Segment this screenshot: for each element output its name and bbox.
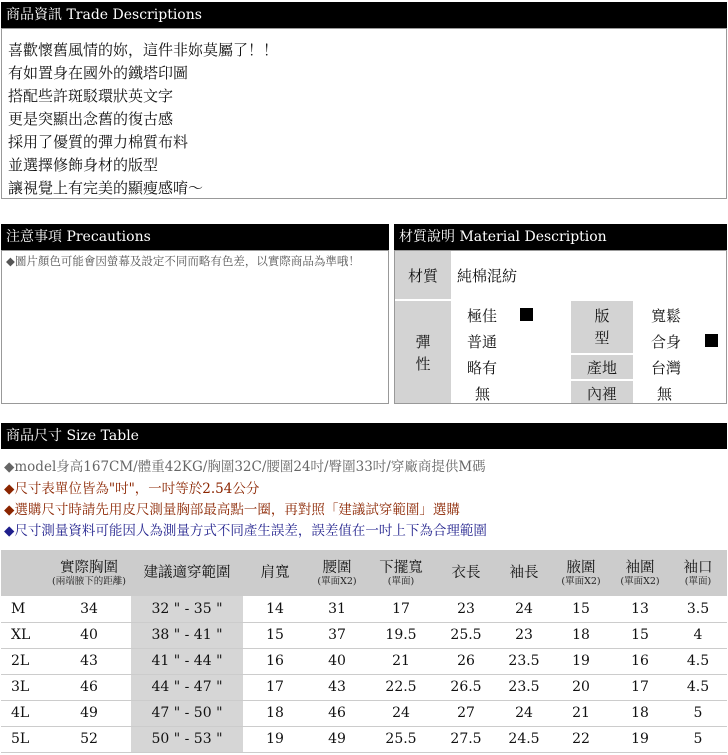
table-cell: 25.5	[367, 726, 435, 752]
material-description-box	[394, 250, 727, 404]
table-cell: 34	[47, 596, 131, 622]
table-cell: 17	[243, 674, 307, 700]
table-cell: 23.5	[497, 674, 551, 700]
table-cell: 22	[551, 726, 611, 752]
size-table	[1, 550, 727, 753]
precautions-title: 注意事項 Precautions	[6, 229, 151, 245]
fit-label: 版 型	[571, 301, 633, 353]
shoulder-header: 肩寬	[243, 550, 307, 596]
size-column-header	[1, 550, 47, 596]
table-row	[1, 674, 727, 700]
trade-line: 讓視覺上有完美的顯瘦感唷～	[8, 179, 204, 197]
table-cell: 19	[243, 726, 307, 752]
elasticity-selected-mark-icon	[520, 308, 533, 321]
table-cell: 4.5	[669, 674, 727, 700]
table-cell: 18	[243, 700, 307, 726]
table-cell: 21	[551, 700, 611, 726]
table-cell: 24.5	[497, 726, 551, 752]
trade-line: 搭配些許斑駁環狀英文字	[8, 87, 174, 105]
size-label-cell: 2L	[1, 648, 47, 674]
table-row	[1, 596, 727, 622]
table-cell: 15	[611, 622, 669, 648]
table-cell: 26.5	[435, 674, 497, 700]
table-cell: 21	[367, 648, 435, 674]
material-label: 材質	[395, 251, 451, 299]
table-cell: 14	[243, 596, 307, 622]
fit-option: 合身	[651, 333, 682, 351]
trade-line: 並選擇修飾身材的版型	[8, 156, 159, 174]
trade-line: 喜歡懷舊風情的妳，這件非妳莫屬了！！	[8, 41, 279, 59]
size-label-cell: M	[1, 596, 47, 622]
lining-label: 內裡	[571, 381, 633, 404]
size-label-cell: XL	[1, 622, 47, 648]
elasticity-option: 普通	[467, 333, 498, 351]
table-cell: 19	[551, 648, 611, 674]
size-note: ◆尺寸測量資料可能因人為測量方式不同產生誤差，誤差值在一吋上下為合理範圍	[4, 523, 487, 539]
length-header: 衣長	[435, 550, 497, 596]
elasticity-option: 略有	[467, 359, 498, 377]
table-cell: 26	[435, 648, 497, 674]
elasticity-option: 無	[475, 385, 491, 403]
elasticity-label: 彈 性	[395, 301, 451, 404]
table-cell: 43	[307, 674, 367, 700]
table-cell: 40	[47, 622, 131, 648]
table-cell: 5	[669, 700, 727, 726]
table-cell: 24	[497, 700, 551, 726]
trade-line: 採用了優質的彈力棉質布料	[8, 133, 189, 151]
table-cell: 27	[435, 700, 497, 726]
waist-header: 腰圍 (單面X2)	[307, 550, 367, 596]
table-cell: 31	[307, 596, 367, 622]
table-cell: 46	[307, 700, 367, 726]
suggested-range-cell: 44 " - 47 "	[131, 674, 243, 700]
origin-label: 產地	[571, 355, 633, 379]
actual-chest-header: 實際胸圍 (兩端腋下的距離)	[47, 550, 131, 596]
table-cell: 18	[611, 700, 669, 726]
table-row	[1, 622, 727, 648]
size-table-header	[1, 423, 727, 449]
size-table-title: 商品尺寸 Size Table	[6, 428, 139, 444]
table-cell: 49	[47, 700, 131, 726]
trade-descriptions-header	[1, 2, 727, 28]
table-cell: 49	[307, 726, 367, 752]
size-note: ◆尺寸表單位皆為"吋"，一吋等於2.54公分	[4, 481, 260, 497]
precautions-header	[1, 224, 389, 250]
table-cell: 16	[243, 648, 307, 674]
suggested-range-cell: 38 " - 41 "	[131, 622, 243, 648]
table-cell: 46	[47, 674, 131, 700]
table-cell: 17	[611, 674, 669, 700]
table-cell: 17	[367, 596, 435, 622]
table-cell: 19	[611, 726, 669, 752]
table-row	[1, 648, 727, 674]
sleeve-width-header: 袖圍 (單面X2)	[611, 550, 669, 596]
trade-line: 有如置身在國外的鐵塔印圖	[8, 64, 189, 82]
table-cell: 16	[611, 648, 669, 674]
elasticity-option: 極佳	[467, 307, 498, 325]
table-cell: 22.5	[367, 674, 435, 700]
table-cell: 20	[551, 674, 611, 700]
table-cell: 3.5	[669, 596, 727, 622]
trade-descriptions-title: 商品資訊 Trade Descriptions	[6, 7, 202, 23]
material-value: 純棉混紡	[457, 267, 518, 285]
table-cell: 4	[669, 622, 727, 648]
size-note: ◆選購尺寸時請先用皮尺測量胸部最高點一圈，再對照「建議試穿範圍」選購	[4, 502, 460, 518]
fit-selected-mark-icon	[705, 334, 718, 347]
precautions-box	[1, 250, 389, 404]
table-row	[1, 700, 727, 726]
lining-value: 無	[657, 385, 673, 403]
size-note: ◆model身高167CM/體重42KG/胸圍32C/腰圍24吋/臀圍33吋/穿廠商提供M碼	[4, 459, 486, 475]
table-cell: 40	[307, 648, 367, 674]
table-cell: 19.5	[367, 622, 435, 648]
trade-line: 更是突顯出念舊的復古感	[8, 110, 174, 128]
table-cell: 18	[551, 622, 611, 648]
table-cell: 5	[669, 726, 727, 752]
material-description-header	[394, 224, 727, 250]
origin-value: 台灣	[651, 359, 682, 377]
table-cell: 24	[497, 596, 551, 622]
table-cell: 27.5	[435, 726, 497, 752]
table-cell: 52	[47, 726, 131, 752]
table-cell: 43	[47, 648, 131, 674]
table-cell: 37	[307, 622, 367, 648]
size-label-cell: 5L	[1, 726, 47, 752]
material-description-title: 材質說明 Material Description	[399, 229, 607, 245]
table-cell: 23	[497, 622, 551, 648]
trade-descriptions-box	[1, 28, 727, 199]
precautions-text: ◆圖片顏色可能會因螢幕及設定不同而略有色差，以實際商品為準哦！	[6, 254, 360, 268]
table-cell: 15	[551, 596, 611, 622]
table-cell: 4.5	[669, 648, 727, 674]
size-label-cell: 3L	[1, 674, 47, 700]
suggested-range-cell: 32 " - 35 "	[131, 596, 243, 622]
armhole-header: 腋圍 (單面X2)	[551, 550, 611, 596]
table-cell: 24	[367, 700, 435, 726]
table-cell: 23.5	[497, 648, 551, 674]
table-row	[1, 726, 727, 752]
size-table-header-row	[1, 550, 727, 596]
size-label-cell: 4L	[1, 700, 47, 726]
sleeve-length-header: 袖長	[497, 550, 551, 596]
fit-option: 寬鬆	[651, 307, 682, 325]
suggested-range-header: 建議適穿範圍	[131, 550, 243, 596]
table-cell: 13	[611, 596, 669, 622]
table-cell: 15	[243, 622, 307, 648]
table-cell: 25.5	[435, 622, 497, 648]
suggested-range-cell: 41 " - 44 "	[131, 648, 243, 674]
suggested-range-cell: 50 " - 53 "	[131, 726, 243, 752]
cuff-header: 袖口 (單面)	[669, 550, 727, 596]
suggested-range-cell: 47 " - 50 "	[131, 700, 243, 726]
hem-header: 下擺寬 (單面)	[367, 550, 435, 596]
table-cell: 23	[435, 596, 497, 622]
